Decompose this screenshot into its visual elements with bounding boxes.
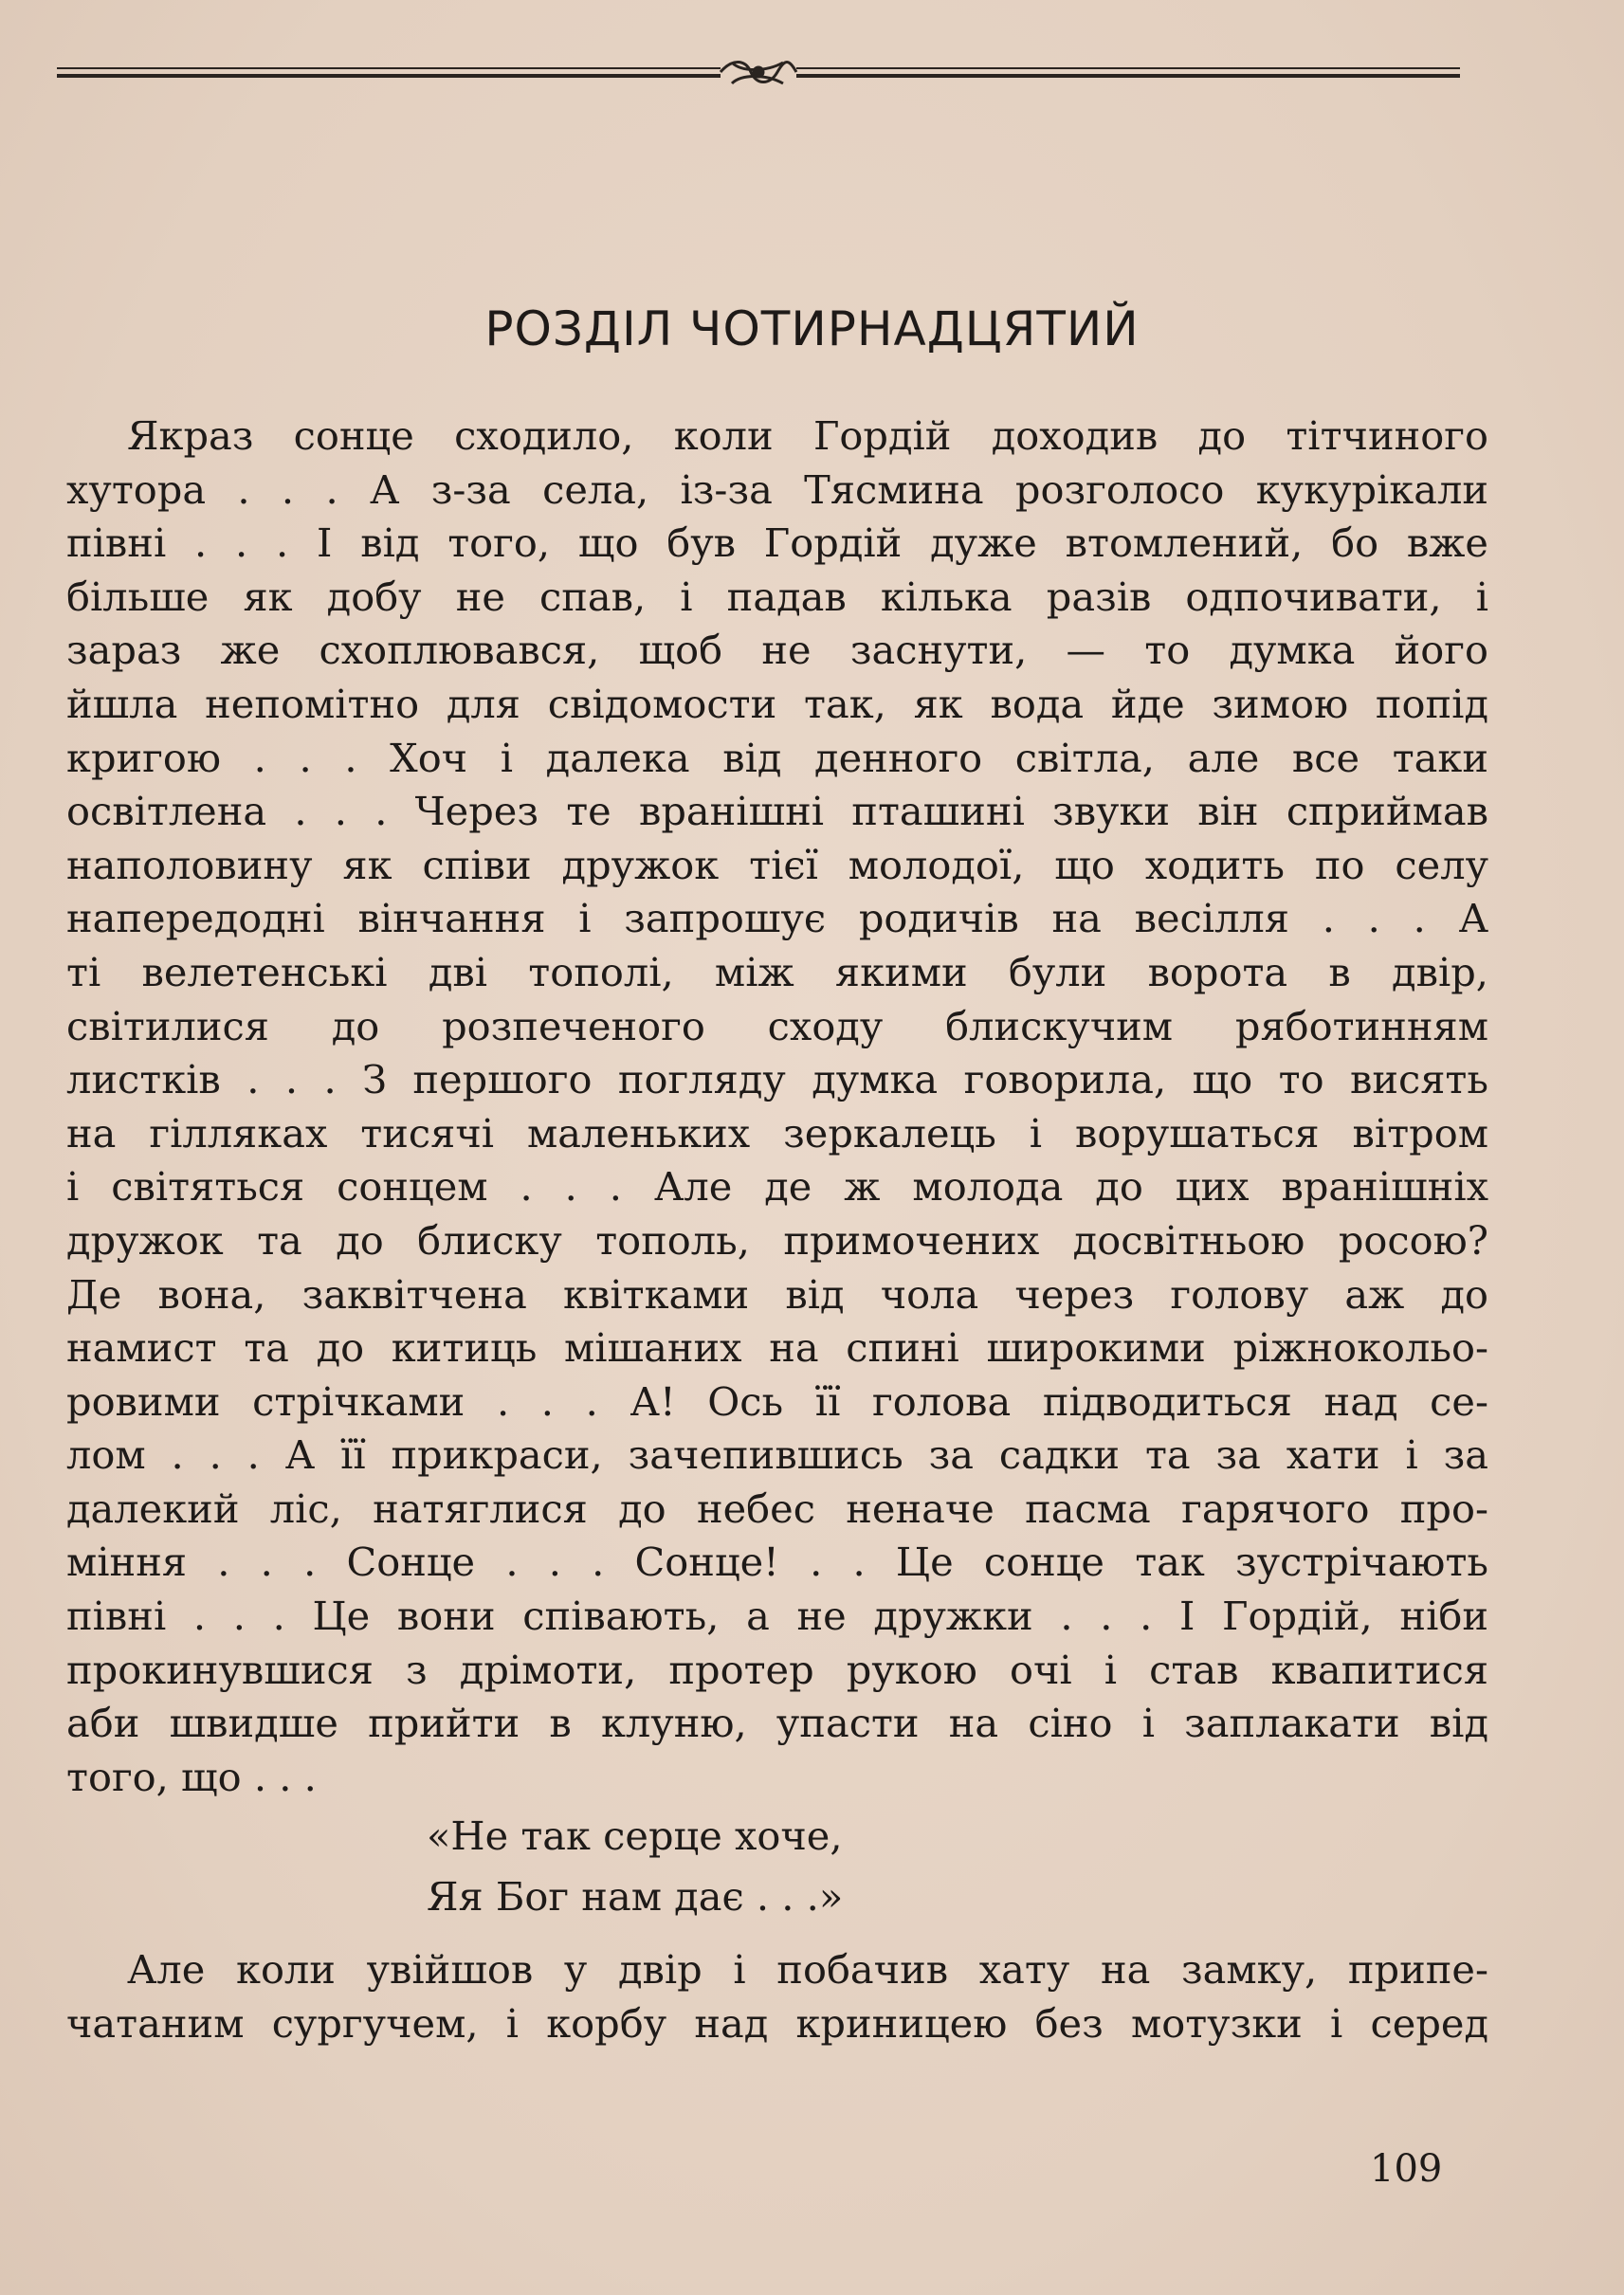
text-line: освітлена . . . Через те вранішні пташині звуки він сприймав — [66, 788, 1488, 835]
text-line: півні . . . Це вони співають, а не дружки . . . І Гордій, ніби — [66, 1593, 1488, 1640]
text-line: йшла непомітно для свідомости так, як вода йде зимою попід — [66, 680, 1488, 727]
text-line: Якраз сонце сходило, коли Гордій доходив до тітчиного — [127, 412, 1488, 459]
text-line: лом . . . А її прикраси, зачепившись за садки та за хати і за — [66, 1431, 1488, 1479]
text-line: листків . . . З першого погляду думка говорила, що то висять — [66, 1056, 1488, 1103]
paragraph-2 — [66, 1943, 1488, 2050]
text-line: і світяться сонцем . . . Але де ж молода до цих вранішніх — [66, 1163, 1488, 1211]
text-line: півні . . . І від того, що був Гордій дуже втомлений, бо вже — [66, 519, 1488, 567]
text-line: Де вона, заквітчена квітками від чола через голову аж до — [66, 1270, 1488, 1318]
text-line: того, що . . . — [66, 1753, 317, 1800]
text-line: хутора . . . А з-за села, із-за Тясмина розголосо кукурікали — [66, 465, 1488, 513]
text-line: аби швидше прийти в клуню, упасти на сіно і заплакати від — [66, 1700, 1488, 1747]
poem-line: «Не так серце хоче, — [427, 1812, 843, 1859]
text-line: на гілляках тисячі маленьких зеркалець і ворушаться вітром — [66, 1109, 1488, 1157]
text-line: ровими стрічками . . . А! Ось її голова підводиться над се- — [66, 1377, 1488, 1425]
text-line: дружок та до блиску тополь, примочених досвітньою росою? — [66, 1216, 1488, 1264]
poem-line: Яя Бог нам дає . . .» — [427, 1873, 844, 1920]
header-ornament — [57, 55, 1460, 93]
text-line: світилися до розпеченого сходу блискучим ряботинням — [66, 1002, 1488, 1049]
paragraph-1 — [66, 410, 1488, 1804]
text-line: ті велетенські дві тополі, між якими були ворота в двір, — [66, 948, 1488, 995]
poem-quote — [427, 1806, 843, 1927]
text-line: зараз же схоплювався, щоб не заснути, — то думка його — [66, 627, 1488, 674]
text-line: напередодні вінчання і запрошує родичів на весілля . . . А — [66, 895, 1488, 942]
text-line: міння . . . Сонце . . . Сонце! . . Це сонце так зустрічають — [66, 1539, 1488, 1586]
page-number: 109 — [1370, 2147, 1443, 2191]
text-line: далекий ліс, натяглися до небес неначе пасма гарячого про- — [66, 1484, 1488, 1532]
text-line: намист та до китиць мішаних на спині широкими ріжнокольо- — [66, 1324, 1488, 1372]
ornament-center-flourish — [721, 63, 796, 84]
text-line: більше як добу не спав, і падав кілька разів одпочивати, і — [66, 573, 1488, 620]
text-line: наполовину як співи дружок тієї молодої, що ходить по селу — [66, 841, 1488, 888]
text-line: Але коли увійшов у двір і побачив хату на замку, припе- — [127, 1946, 1488, 1993]
text-line: чатаним сургучем, і корбу над криницею без мотузки і серед — [66, 1999, 1488, 2047]
text-line: прокинувшися з дрімоти, протер рукою очі і став квапитися — [66, 1646, 1488, 1693]
chapter-title: РОЗДІЛ ЧОТИРНАДЦЯТИЙ — [484, 301, 1140, 356]
text-line: кригою . . . Хоч і далека від денного світла, але все таки — [66, 734, 1488, 781]
